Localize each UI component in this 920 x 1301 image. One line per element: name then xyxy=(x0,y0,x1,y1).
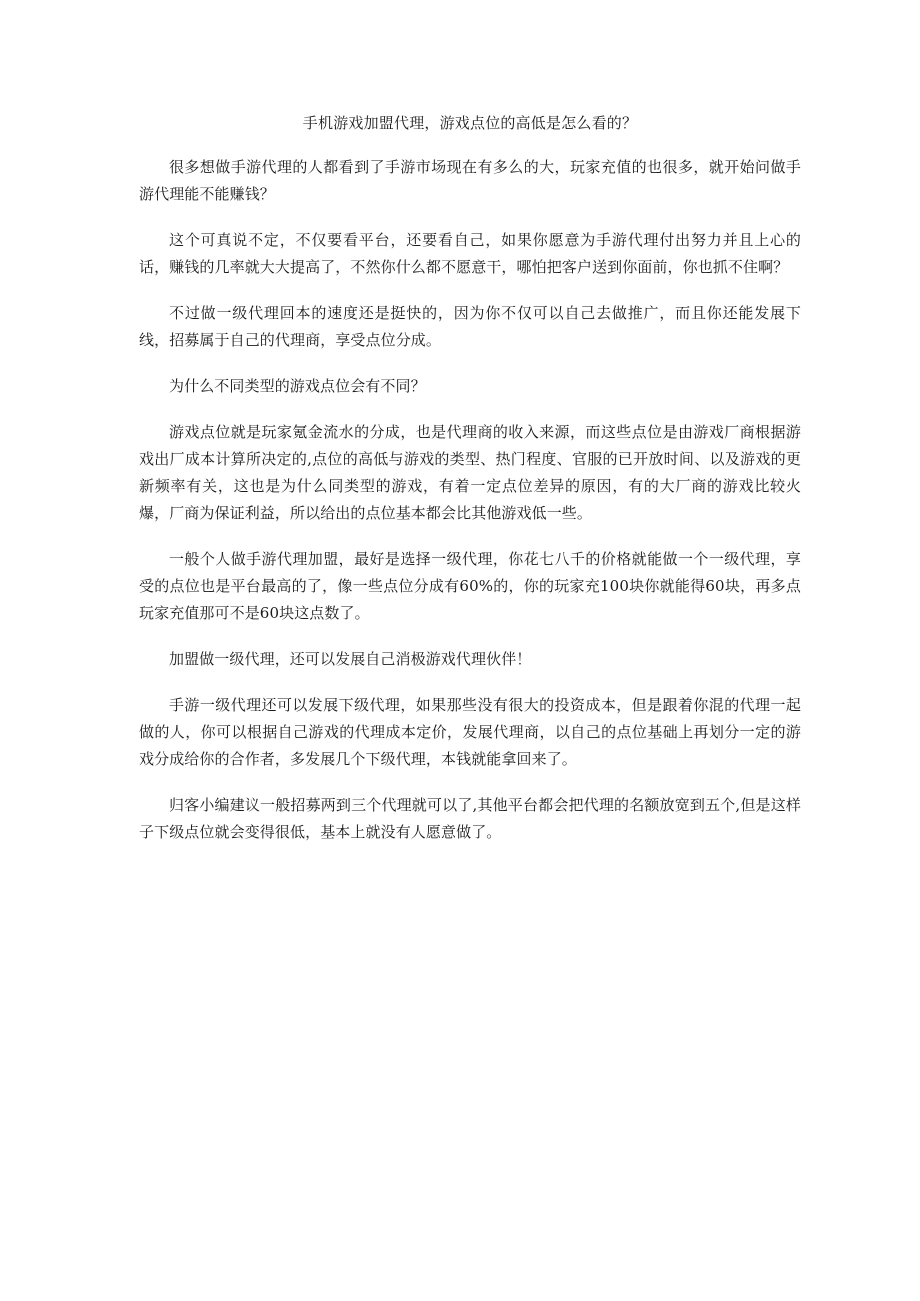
paragraph-payback: 不过做一级代理回本的速度还是挺快的，因为你不仅可以自己去做推广，而且你还能发展下线，招募属于自己的代理商，享受点位分成。 xyxy=(139,304,801,349)
paragraph-intro: 很多想做手游代理的人都看到了手游市场现在有多么的大，玩家充值的也很多，就开始问做手游代理能不能赚钱？ xyxy=(139,158,801,203)
paragraph-revenue-share: 游戏点位就是玩家氪金流水的分成，也是代理商的收入来源，而这些点位是由游戏厂商根据游戏出厂成本计算所决定的,点位的高低与游戏的类型、热门程度、官服的已开放时间、以及游戏的更新频率有关，这也是为什么同类型的游戏，有着一定点位差异的原因，有的大厂商的游戏比较火爆，厂商为保证利益，所以给出的点位基本都会比其他游戏低一些。 xyxy=(139,423,801,522)
section-heading-why-different: 为什么不同类型的游戏点位会有不同？ xyxy=(169,377,426,395)
section-heading-partners: 加盟做一级代理，还可以发展自己消极游戏代理伙伴！ xyxy=(169,650,532,668)
paragraph-first-level: 一般个人做手游代理加盟，最好是选择一级代理，你花七八千的价格就能做一个一级代理，享受的点位也是平台最高的了，像一些点位分成有60%的，你的玩家充100块你就能得60块，再多点玩家充值那可不是60块这点数了。 xyxy=(139,550,801,622)
document-title: 手机游戏加盟代理，游戏点位的高低是怎么看的？ xyxy=(302,114,638,132)
paragraph-sub-agents: 手游一级代理还可以发展下级代理，如果那些没有很大的投资成本，但是跟着你混的代理一起做的人，你可以根据自己游戏的代理成本定价，发展代理商，以自己的点位基础上再划分一定的游戏分成给你的合作者，多发展几个下级代理，本钱就能拿回来了。 xyxy=(139,696,801,768)
paragraph-depends: 这个可真说不定，不仅要看平台，还要看自己，如果你愿意为手游代理付出努力并且上心的话，赚钱的几率就大大提高了，不然你什么都不愿意干，哪怕把客户送到你面前，你也抓不住啊？ xyxy=(139,231,801,276)
paragraph-advice: 归客小编建议一般招募两到三个代理就可以了,其他平台都会把代理的名额放宽到五个,但是这样子下级点位就会变得很低，基本上就没有人愿意做了。 xyxy=(139,796,801,841)
document-page xyxy=(139,110,801,846)
